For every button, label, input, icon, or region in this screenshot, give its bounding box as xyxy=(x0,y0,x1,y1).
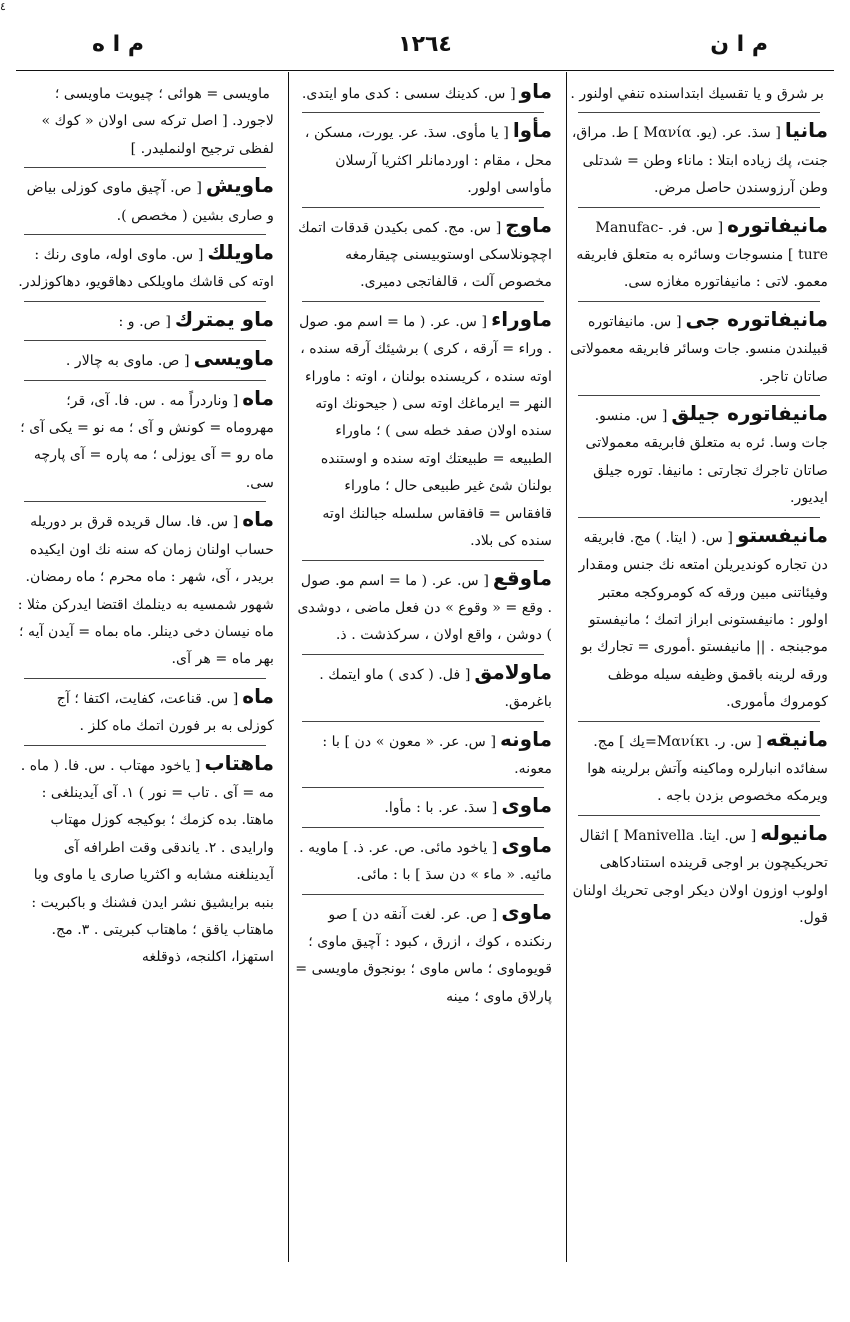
header-left-guide: م ا ه xyxy=(92,32,144,57)
entry-separator xyxy=(302,560,544,561)
dictionary-entry xyxy=(16,239,274,297)
entry-separator xyxy=(302,721,544,722)
entry-separator xyxy=(578,207,820,208)
entry-headword: مانيفاتوره xyxy=(727,212,828,237)
dictionary-entry xyxy=(570,78,828,108)
entry-definition: [ س. مج. كمی بكيدن قدقات اتمك اچچونلاسكی اوستوبيسنی چيقارمغه مخصوص آلت ، قالفاتجی دميری. xyxy=(298,219,552,291)
entry-headword: ماهتاب xyxy=(204,750,274,775)
entry-definition: [ سڌ. عر. (يو. Μανία ] ط. مراق، جنت، پك زياده ابتلا : ماناء وطن = شدتلی وطن آرزوسندن حاصل مرض. xyxy=(571,125,828,197)
entry-headword: ماه xyxy=(242,683,274,708)
entry-headword: مانيفاتوره جی xyxy=(685,306,828,331)
dictionary-entry xyxy=(16,306,274,336)
dictionary-entry xyxy=(294,659,552,717)
dictionary-entry xyxy=(294,832,552,890)
entry-separator xyxy=(578,112,820,113)
header-right-guide: م ا ن xyxy=(710,32,768,57)
entry-headword: مأوا xyxy=(512,118,552,143)
entry-definition: [ سڌ. عر. با : مأوا. xyxy=(384,800,498,817)
dictionary-entry xyxy=(294,565,552,650)
dictionary-entry xyxy=(294,792,552,822)
dictionary-entry xyxy=(570,212,828,297)
entry-headword: ماويش xyxy=(205,173,274,198)
entry-separator xyxy=(578,301,820,302)
entry-definition: [ س. فا. سال قريده قرق بر دوريله حساب اولنان زمان كه سنه نك اون ايكيده بريدر ، آی، شهر : ماه محرم ؛ ماه رمضان. شهور شمسيه به دينلمك اقتضا ايدركن مثلا : ماه نيسان دخی دينلر. ماه بماه = آيدن آيه ؛ بهر ماه = هر آی. xyxy=(17,514,274,668)
entry-definition: [ س. مانيفاتوره قبيلندن منسو. جات وسائر فابريقه معمولاتی صاتان تاجر. xyxy=(570,313,828,385)
entry-definition: [ س. ماوی اوله، ماوی رنك : اوته كی قاشك ماويلكی دهاقويو، دهاكوزلدر. xyxy=(18,247,274,291)
entry-headword: مانيا xyxy=(784,118,828,143)
dictionary-entry xyxy=(16,506,274,673)
dictionary-entry xyxy=(570,522,828,717)
dictionary-entry xyxy=(570,726,828,811)
column-right xyxy=(570,78,828,1262)
entry-headword: ماوی xyxy=(501,899,552,924)
entry-separator xyxy=(24,501,266,502)
entry-definition: [ ص. و : xyxy=(118,313,171,330)
entry-definition: [ س. ر. Μανίκι=يك ] مج. سفائده انبارلره وماكينه وآتش برلرينه هوا ويرمكه مخصوص بزدن باجه . xyxy=(587,733,828,805)
entry-definition: [ س. فر. Manufac-ture ] منسوجات وسائره به متعلق فابريقه معمو. لاتی : مانيفاتوره مغازه سی. xyxy=(576,219,828,291)
entry-headword: ماوقع xyxy=(492,565,552,590)
entry-headword: مانيفستو xyxy=(736,522,828,547)
dictionary-entry xyxy=(16,683,274,741)
entry-headword: مانيفاتوره جيلق xyxy=(671,401,828,426)
entry-headword: ماونه xyxy=(500,726,552,751)
entry-separator xyxy=(578,721,820,722)
entry-separator xyxy=(24,745,266,746)
entry-headword: ماوج xyxy=(505,212,552,237)
dictionary-entry xyxy=(16,345,274,375)
entry-definition: [ ص. ماوی به چالار . xyxy=(65,353,190,370)
entry-headword: ماو يمترك xyxy=(174,306,274,331)
entry-separator xyxy=(302,654,544,655)
dictionary-entry xyxy=(294,78,552,108)
entry-headword: ماويلك xyxy=(207,240,274,265)
entry-separator xyxy=(302,787,544,788)
entry-definition: [ س. ايتا. Manivella ] اثقال تحريكيچون بر اوجی قرينده استنادكاهی اولوب اوزون اولان ديكر اوجی تحريك اولنان قول. xyxy=(572,827,828,926)
entry-definition: بر شرق و يا تقسيك ابتداسنده تنفي اولنور . xyxy=(570,86,824,102)
entry-separator xyxy=(24,301,266,302)
entry-definition: [ يا مأوی. سڌ. عر. يورت، مسكن ، محل ، مقام : اوردمانلر اكثريا آرسلان مأواسی اولور. xyxy=(304,125,552,197)
entry-definition: [ ياخود مائی. ص. عر. ذ. ] ماويه . مائيه. « ماء » دن سڌ ] با : مائی. xyxy=(299,839,552,884)
entry-separator xyxy=(24,167,266,168)
entry-definition: [ س. منسو. جات وسا. ئره به متعلق فابريقه معمولاتی صاتان تاجرك تجارتی : مانيفا. توره جيلق ايديور. xyxy=(585,408,828,507)
column-divider-right xyxy=(566,72,567,1262)
entry-headword: مانيقه xyxy=(765,726,828,751)
entry-separator xyxy=(24,234,266,235)
entry-headword: ماو xyxy=(519,79,552,103)
entry-definition: [ ص. عر. لغت آنقه دن ] صو رنكنده ، كوك ، ازرق ، كبود : آچيق ماوی ؛ قويوماوی ؛ ماس ماوی ؛ بونجوق ماويسی = پارلاق ماوی ؛ مينه xyxy=(295,906,552,1005)
entry-separator xyxy=(302,827,544,828)
entry-separator xyxy=(302,112,544,113)
entry-headword: ماوی xyxy=(501,832,552,857)
dictionary-entry xyxy=(570,306,828,391)
dictionary-entry xyxy=(294,117,552,202)
entry-headword: ماه xyxy=(242,385,274,410)
column-divider-left xyxy=(288,72,289,1262)
dictionary-entry xyxy=(16,385,274,498)
entry-definition: [ س. عر. ( ما = اسم مو. صول . وقع = « وقوع » دن فعل ماضی ، دوشدی ) دوشن ، واقع اولان ، سركذشت . ذ. xyxy=(297,572,552,644)
entry-headword: ماه xyxy=(242,507,274,532)
entry-definition: [ وناردراً مه . س. فا. آی، قر؛ مهروماه = كونش و آی ؛ مه نو = يكی آی ؛ ماه رو = آی يوزلی ؛ مه پاره = آی پارچه سی. xyxy=(20,392,274,491)
dictionary-entry xyxy=(294,212,552,297)
entry-headword: ماوی xyxy=(501,793,552,818)
dictionary-entry xyxy=(294,899,552,1012)
dictionary-entry xyxy=(16,750,274,972)
entry-separator xyxy=(24,380,266,381)
dictionary-entry xyxy=(570,820,828,933)
entry-separator xyxy=(578,815,820,816)
header-rule xyxy=(16,70,834,71)
entry-separator xyxy=(24,678,266,679)
entry-separator xyxy=(302,207,544,208)
entry-definition: [ س. عر. ( ما = اسم مو. صول . وراء = آرقه ، كری ) برشيئك آرقه سنده ، اوته سنده ، كريسنده بولنان ، اوته : ماوراء النهر = ايرماغك اوته سی ( جيحونك اوته سنده اولان صفد خطه سی ) ؛ ماوراء الطبيعه = طبيعتك اوته سنده و اوستنده بولنان شئ غير طبيعی حال ؛ ماوراء قافقاس = قافقاس سلسله جبالنك اوته سنده كی بلاد. xyxy=(299,313,552,550)
dictionary-entry xyxy=(570,400,828,513)
column-middle xyxy=(294,78,552,1262)
entry-definition: [ فل. ( كدی ) ماو ايتمك . باغرمق. xyxy=(319,666,552,711)
entry-definition: [ س. ( ايتا. ) مج. فابريقه دن تجاره كونديريلن امتعه نك جنس ومقدار وفيئاتنی مبين ورقه كه كومروكجه معتبر اولور : مانيفستونی ابراز اتمك ؛ مانيفستو موجبنجه . || مانيفستو .أموری = تجارك بو ورقه لرينه باقمق وظيفه سيله موظف كومروك مأموری. xyxy=(578,529,828,711)
entry-separator xyxy=(578,395,820,396)
entry-headword: ماولامق xyxy=(474,659,552,684)
dictionary-entry xyxy=(294,726,552,784)
entry-separator xyxy=(302,894,544,895)
dictionary-entry xyxy=(16,172,274,230)
entry-definition: [ ياخود مهتاب . س. فا. ( ماه . مه = آی . تاب = نور ) ١. آی آيدينلغی : ماهتا. بده كزمك ؛ بوكيجه كوزل مهتاب وارايدی . ٢. ياندقی وقت اطرافه آی آيدينلغنه مشابه و اكثريا صاری يا ماوی ويا بنبه برايشيق نشر ايدن فشنك و باكبريت : ماهتاب ياقق ؛ ماهتاب كبريتی . ٣. مج. استهزا، اكلنجه، ذوقلغه xyxy=(20,757,274,966)
entry-definition: [ س. قناعت، كفايت، اكتفا ؛ آج كوزلی به بر فورن اتمك ماه كلز . xyxy=(56,690,274,735)
page-header xyxy=(22,30,828,66)
column-left xyxy=(16,78,274,1262)
entry-definition: [ ص. آچيق ماوی كوزلی بياض و صاری بشين ( مخصص ). xyxy=(26,180,274,224)
entry-headword: ماويسی xyxy=(193,346,274,371)
entry-definition: ماويسی = هوائی ؛ چيويت ماويسی ؛ لاجورد. [ اصل تركه سی اولان « كوك » لفظی ترجيح اولنمليدر. ] xyxy=(41,86,274,157)
page-number: ١٢٦٤ xyxy=(398,32,452,57)
dictionary-entry xyxy=(16,78,274,163)
corner-mark: ٤ xyxy=(0,0,6,13)
entry-headword: مانيوله xyxy=(760,820,828,845)
dictionary-entry xyxy=(294,306,552,556)
entry-separator xyxy=(578,517,820,518)
entry-definition: [ س. كدينك سسی : كدی ماو ايتدی. xyxy=(301,86,516,102)
dictionary-entry xyxy=(570,117,828,202)
entry-definition: [ س. عر. « معون » دن ] با : معونه. xyxy=(322,733,552,777)
entry-separator xyxy=(302,301,544,302)
entry-separator xyxy=(24,340,266,341)
entry-headword: ماوراء xyxy=(491,306,552,331)
